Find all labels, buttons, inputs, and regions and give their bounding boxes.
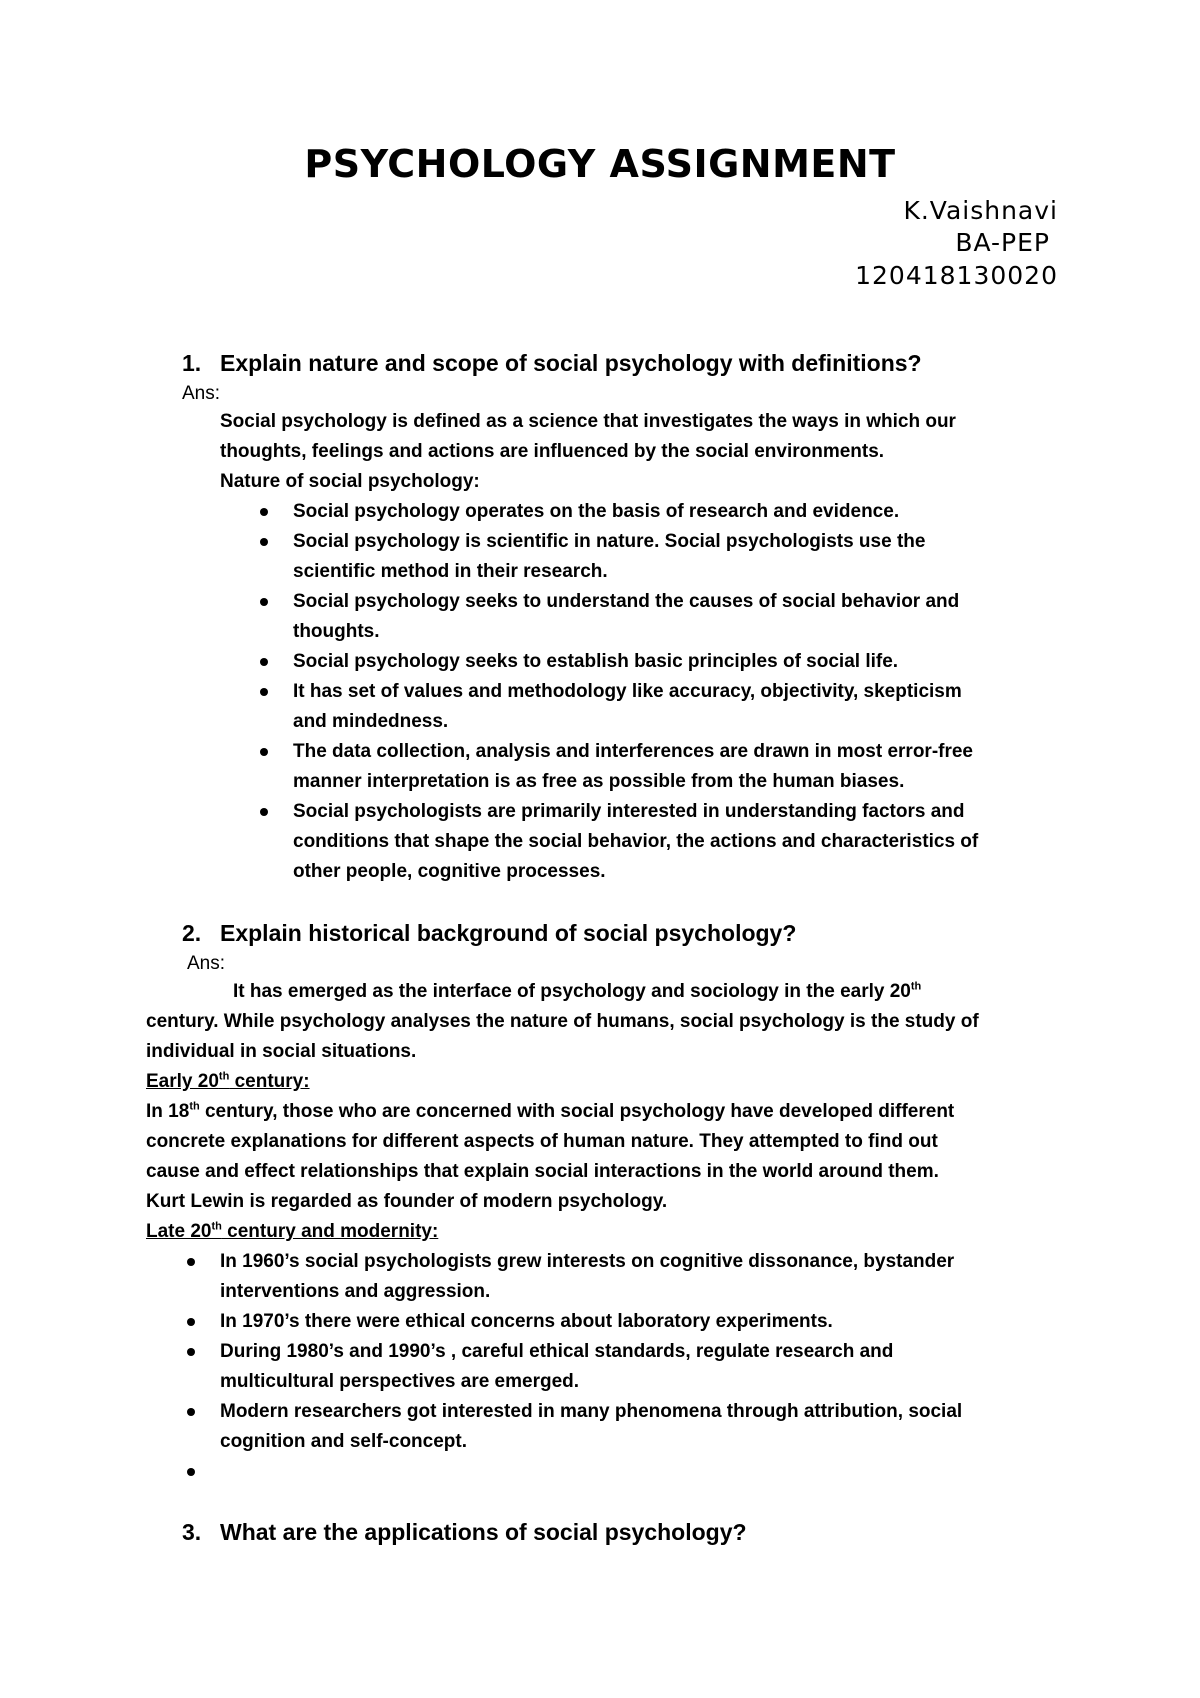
author-program: BA-PEP — [955, 228, 1050, 257]
bullet-dot-icon — [187, 1348, 195, 1356]
q2-intro-line-3: individual in social situations. — [146, 1041, 417, 1062]
q2-bullet-line: Modern researchers got interested in many phenomena through attribution, social — [220, 1401, 963, 1422]
question-1-heading — [182, 348, 922, 378]
q2-bullet-line — [220, 1457, 962, 1487]
question-2-number: 2. — [182, 920, 202, 946]
q2-bullet-item — [220, 1397, 962, 1457]
question-1-ans-label: Ans: — [182, 383, 221, 404]
q2-bullet-line: During 1980’s and 1990’s , careful ethical standards, regulate research and — [220, 1341, 894, 1362]
q2-early-para-line-2: concrete explanations for different aspects of human nature. They attempted to find out — [146, 1131, 938, 1152]
q2-bullet-line: In 1970’s there were ethical concerns about laboratory experiments. — [220, 1311, 833, 1332]
q2-intro-line-1 — [233, 977, 921, 1007]
q1-bullet-line: Social psychology is scientific in nature. Social psychologists use the — [293, 531, 926, 552]
q2-early-heading-sup: th — [218, 1070, 230, 1083]
question-3-number: 3. — [182, 1519, 202, 1545]
q2-bullet-item — [220, 1307, 962, 1337]
q2-late-heading — [146, 1217, 438, 1247]
q2-early-heading-b: century: — [229, 1071, 310, 1092]
q1-bullet-line: Social psychology seeks to establish basic principles of social life. — [293, 651, 899, 672]
question-2-ans-label: Ans: — [187, 953, 226, 974]
document-title: PSYCHOLOGY ASSIGNMENT — [304, 142, 896, 186]
q2-bullet-line: multicultural perspectives are emerged. — [220, 1371, 580, 1392]
q1-bullet-line: and mindedness. — [293, 711, 449, 732]
q1-bullet-line: Social psychology operates on the basis of research and evidence. — [293, 501, 900, 522]
q1-nature-list — [293, 497, 978, 887]
q2-bullet-line: interventions and aggression. — [220, 1281, 491, 1302]
q2-late-heading-sup: th — [211, 1220, 222, 1233]
question-1-text: Explain nature and scope of social psychology with definitions? — [220, 350, 922, 376]
q1-definition-line-2: thoughts, feelings and actions are influenced by the social environments. — [220, 441, 885, 462]
bullet-dot-icon — [260, 508, 268, 516]
question-2-heading — [182, 918, 796, 948]
q1-bullet-item — [293, 677, 978, 737]
question-3-text: What are the applications of social psychology? — [220, 1519, 747, 1545]
bullet-dot-icon — [260, 538, 268, 546]
q2-intro-line-2: century. While psychology analyses the nature of humans, social psychology is the study of — [146, 1011, 979, 1032]
q2-early-heading-a: Early 20 — [146, 1071, 219, 1092]
q1-bullet-line: conditions that shape the social behavior, the actions and characteristics of — [293, 831, 979, 852]
q2-bullet-item — [220, 1457, 962, 1487]
question-1-number: 1. — [182, 350, 202, 376]
bullet-dot-icon — [187, 1408, 195, 1416]
q2-early-para-line-1 — [146, 1097, 954, 1127]
q2-late-heading-a: Late 20 — [146, 1221, 212, 1242]
q2-early-para-line-1-a: In 18 — [146, 1101, 190, 1122]
bullet-dot-icon — [260, 748, 268, 756]
bullet-dot-icon — [260, 658, 268, 666]
q1-bullet-item — [293, 647, 978, 677]
author-roll-number: 120418130020 — [855, 261, 1058, 290]
q1-bullet-line: It has set of values and methodology like accuracy, objectivity, skepticism — [293, 681, 962, 702]
q2-intro-line-1-text: It has emerged as the interface of psychology and sociology in the early 20 — [233, 981, 911, 1002]
q2-early-para-line-4: Kurt Lewin is regarded as founder of modern psychology. — [146, 1191, 668, 1212]
q2-early-para-line-1-b: century, those who are concerned with social psychology have developed different — [199, 1101, 955, 1122]
q2-early-para-line-1-sup: th — [189, 1100, 200, 1113]
q2-early-heading — [146, 1067, 310, 1097]
q2-intro-line-1-sup: th — [910, 980, 922, 993]
q1-bullet-item — [293, 497, 978, 527]
bullet-dot-icon — [187, 1318, 195, 1326]
bullet-dot-icon — [187, 1258, 195, 1266]
q2-bullet-item — [220, 1337, 962, 1397]
q2-bullet-item — [220, 1247, 962, 1307]
q1-bullet-item — [293, 587, 978, 647]
q2-bullet-line: In 1960’s social psychologists grew interests on cognitive dissonance, bystander — [220, 1251, 955, 1272]
q1-bullet-line: thoughts. — [293, 621, 380, 642]
q1-bullet-item — [293, 797, 978, 887]
bullet-dot-icon — [187, 1468, 195, 1476]
q1-bullet-line: other people, cognitive processes. — [293, 861, 606, 882]
q1-bullet-line: The data collection, analysis and interferences are drawn in most error-free — [293, 741, 974, 762]
q1-bullet-line: scientific method in their research. — [293, 561, 608, 582]
question-3-heading — [182, 1517, 747, 1547]
bullet-dot-icon — [260, 808, 268, 816]
q2-early-para-line-3: cause and effect relationships that explain social interactions in the world around them. — [146, 1161, 939, 1182]
bullet-dot-icon — [260, 688, 268, 696]
q1-nature-heading: Nature of social psychology: — [220, 471, 480, 492]
q2-late-heading-b: century and modernity: — [221, 1221, 439, 1242]
question-2-text: Explain historical background of social psychology? — [220, 920, 797, 946]
q2-bullet-line: cognition and self-concept. — [220, 1431, 468, 1452]
author-name: K.Vaishnavi — [903, 196, 1058, 225]
q1-bullet-item — [293, 527, 978, 587]
q1-bullet-line: Social psychologists are primarily interested in understanding factors and — [293, 801, 965, 822]
bullet-dot-icon — [260, 598, 268, 606]
q1-bullet-item — [293, 737, 978, 797]
q1-bullet-line: Social psychology seeks to understand the causes of social behavior and — [293, 591, 960, 612]
q1-definition-line-1: Social psychology is defined as a science that investigates the ways in which our — [220, 411, 956, 432]
q2-late-list — [220, 1247, 962, 1487]
q1-bullet-line: manner interpretation is as free as possible from the human biases. — [293, 771, 905, 792]
